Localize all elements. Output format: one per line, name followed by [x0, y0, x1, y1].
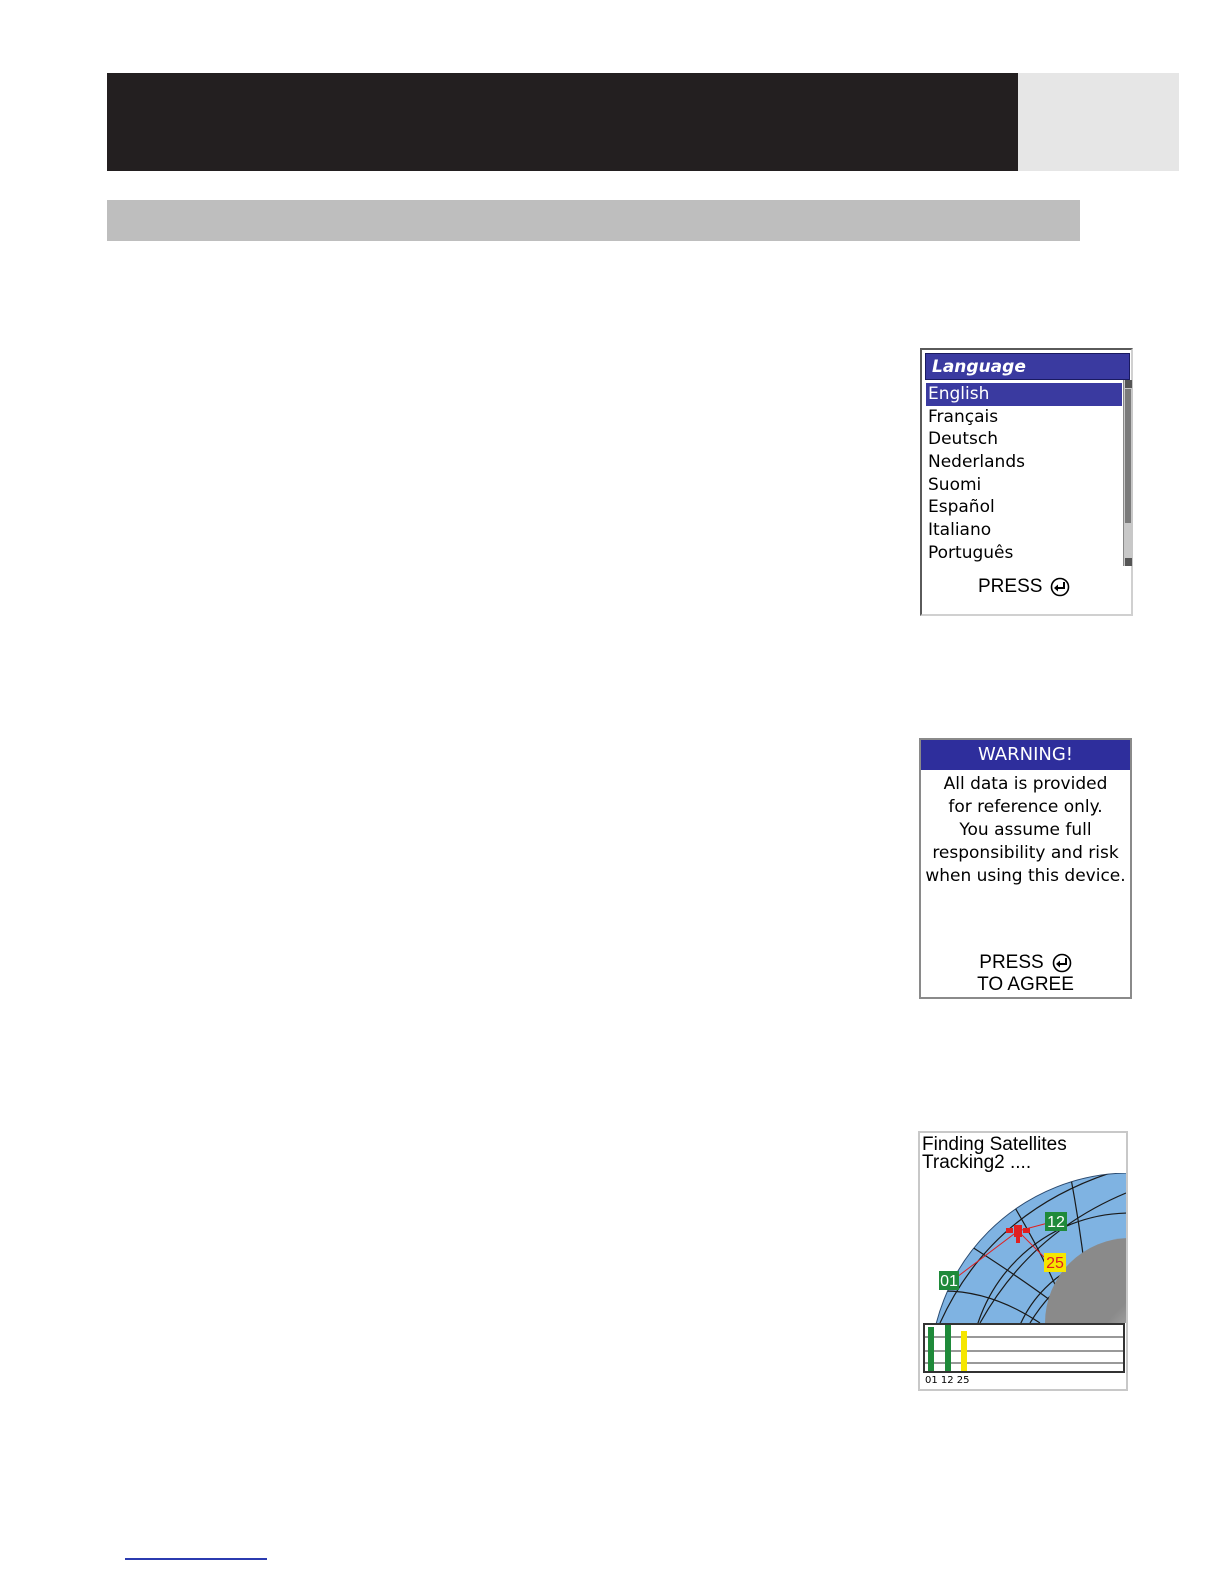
section-heading-bar	[107, 200, 1080, 241]
language-press-instruction	[978, 576, 1070, 598]
agree-label: TO AGREE	[977, 974, 1074, 995]
warning-line: All data is provided	[943, 774, 1108, 794]
scroll-down-arrow-icon[interactable]	[1125, 558, 1132, 566]
signal-bar-labels: 01 12 25	[925, 1375, 970, 1386]
signal-bar-12	[945, 1325, 951, 1371]
warning-screen	[919, 738, 1132, 999]
language-item-deutsch[interactable]: Deutsch	[928, 429, 998, 450]
language-scrollbar[interactable]	[1123, 380, 1133, 566]
finding-satellites-text: Finding Satellites	[922, 1134, 1067, 1155]
warning-press-instruction	[921, 952, 1130, 996]
enter-icon	[1052, 953, 1072, 973]
signal-bar-25	[961, 1331, 967, 1371]
scroll-thumb[interactable]	[1125, 389, 1131, 523]
language-screen	[920, 348, 1133, 616]
press-label: PRESS	[979, 952, 1044, 973]
page-header-bar	[107, 73, 1018, 171]
language-item-francais[interactable]: Français	[928, 406, 999, 427]
press-label: PRESS	[978, 576, 1043, 597]
language-list[interactable]	[926, 383, 1122, 565]
language-item-nederlands[interactable]: Nederlands	[928, 452, 1025, 473]
globe-sky-view	[920, 1173, 1126, 1323]
satellite-label-12: 12	[1047, 1214, 1065, 1231]
satellite-screen	[918, 1131, 1128, 1391]
satellite-label-25: 25	[1046, 1255, 1064, 1272]
signal-bar-01	[928, 1327, 934, 1371]
signal-strength-bars	[923, 1323, 1125, 1373]
language-item-suomi[interactable]: Suomi	[928, 474, 982, 495]
tracking-text: Tracking2 ....	[922, 1152, 1032, 1173]
language-item-portugues[interactable]: Português	[928, 542, 1014, 563]
satellite-status	[922, 1136, 1067, 1172]
warning-line: for reference only.	[948, 797, 1103, 817]
language-item-espanol[interactable]: Español	[928, 497, 995, 518]
warning-message	[921, 773, 1130, 888]
warning-line: responsibility and risk	[932, 843, 1119, 863]
warning-line: You assume full	[959, 820, 1092, 840]
language-item-italiano[interactable]: Italiano	[928, 520, 992, 541]
language-title: Language	[925, 353, 1130, 380]
language-item-english[interactable]: English	[926, 383, 1122, 406]
enter-icon	[1050, 577, 1070, 597]
warning-line: when using this device.	[925, 866, 1126, 886]
warning-title: WARNING!	[921, 740, 1130, 770]
page-header-tab	[1018, 73, 1179, 171]
satellite-label-01: 01	[940, 1273, 958, 1290]
scroll-up-arrow-icon[interactable]	[1125, 380, 1132, 388]
footer-link-underline	[125, 1558, 267, 1560]
